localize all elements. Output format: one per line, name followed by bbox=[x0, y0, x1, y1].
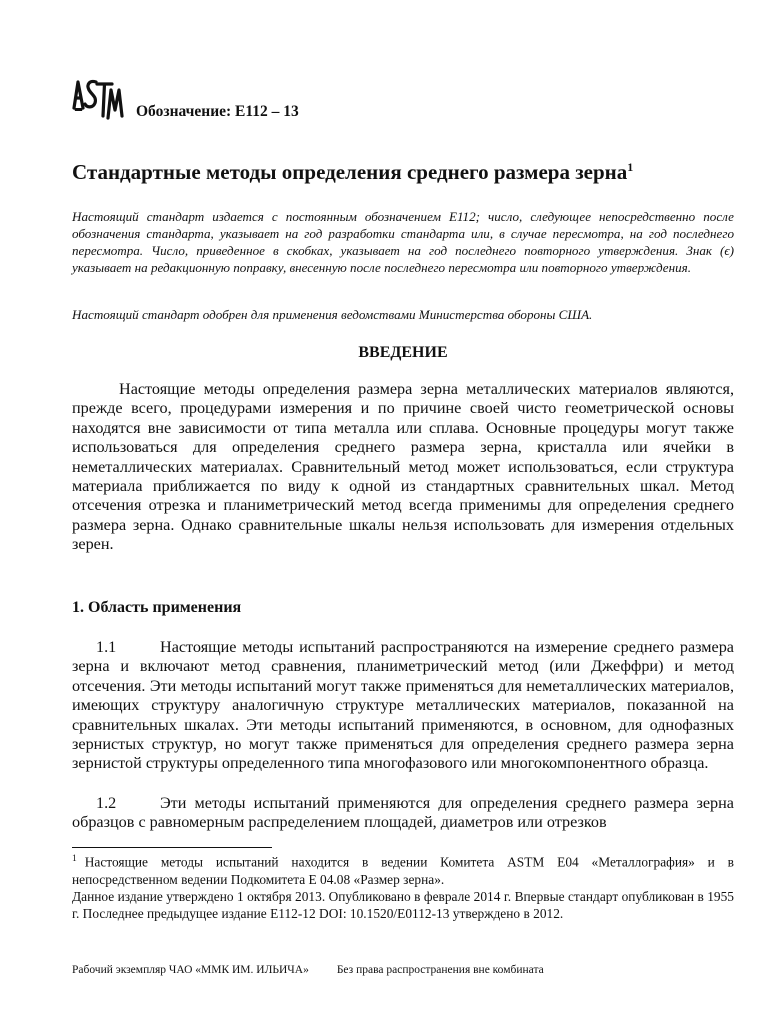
introduction-text: Настоящие методы определения размера зерна металлических материалов являются, прежде всего, процедурами измерения и по причине своей чисто геометрической основы находятся вне зависимости от типа металла или сплава. Основные процедуры могут также использоваться для определения среднего размера зерна, кристалла или ячейки в неметаллических материалах. Сравнительный метод может использоваться, если структура материала приближается по виду к одной из стандартных сравнительных шкал. Метод отсечения отрезка и планиметрический метод всегда применимы для определения среднего размера зерна. Однако сравнительные шкалы нельзя использовать для измерения отдельных зерен. bbox=[72, 380, 734, 554]
approval-notice: Настоящий стандарт одобрен для применения ведомствами Министерства обороны США. bbox=[72, 307, 593, 322]
paragraph-1-2 bbox=[72, 794, 734, 833]
paragraph-1-2-number: 1.2 bbox=[96, 794, 117, 812]
paragraph-1-1-text: Настоящие методы испытаний распространяются на измерение среднего размера зерна и включают метод сравнения, планиметрический метод (или Джеффри) и метод отсечения. Эти методы испытаний могут также применяться для неметаллических материалов, имеющих структуру аналогичную структуре металлических материалов, показанной на сравнительных шкалах. Эти методы испытаний применяются, в основном, для однофазных зернистых структур, но могут также применяться для определения среднего размера зерна зернистой структуры определенного типа многофазового или многокомпонентного образца. bbox=[72, 638, 734, 773]
footnote-mark: 1 bbox=[72, 854, 77, 864]
issue-notice: Настоящий стандарт издается с постоянным обозначением E112; число, следующее непосредственно после обозначения стандарта, указывает на год разработки стандарта или, в случае пересмотра, на год последнего пересмотра. Число, приведенное в скобках, указывает на год последнего повторного утверждения. Знак (ϵ) указывает на редакционную поправку, внесенную после последнего пересмотра или повторного утверждения. bbox=[72, 209, 734, 275]
title-text: Стандартные методы определения среднего размера зерна bbox=[72, 160, 628, 184]
footnote-line-1: Настоящие методы испытаний находится в ведении Комитета ASTM E04 «Металлография» и в непосредственном ведении Подкомитета E 04.08 «Размер зерна». bbox=[72, 854, 734, 887]
document-title bbox=[72, 160, 633, 185]
paragraph-1-2-text: Эти методы испытаний применяются для определения среднего размера зерна образцов с равномерным распределением площадей, диаметров или отрезков bbox=[72, 794, 734, 832]
footnote-line-2: Данное издание утверждено 1 октября 2013. Опубликовано в феврале 2014 г. Впервые стандарт опубликован в 1955 г. Последнее предыдущее издание E112-12 DOI: 10.1520/E0112-13 утверждено в 2012. bbox=[72, 889, 734, 922]
paragraph-1-1-number: 1.1 bbox=[96, 638, 117, 656]
astm-logo-mark bbox=[70, 70, 126, 130]
title-footnote-mark: 1 bbox=[627, 160, 634, 174]
standard-designation: Обозначение: E112 – 13 bbox=[136, 103, 299, 120]
footnote bbox=[72, 851, 734, 923]
astm-logo bbox=[70, 70, 126, 130]
page-footer bbox=[72, 964, 544, 976]
introduction-heading: ВВЕДЕНИЕ bbox=[358, 344, 448, 361]
scope-heading: 1. Область применения bbox=[72, 599, 242, 616]
footer-right: Без права распространения вне комбината bbox=[336, 964, 544, 976]
paragraph-1-1 bbox=[72, 638, 734, 774]
footer-left: Рабочий экземпляр ЧАО «ММК ИМ. ИЛЬИЧА» bbox=[72, 964, 309, 976]
footnote-divider bbox=[72, 847, 272, 848]
